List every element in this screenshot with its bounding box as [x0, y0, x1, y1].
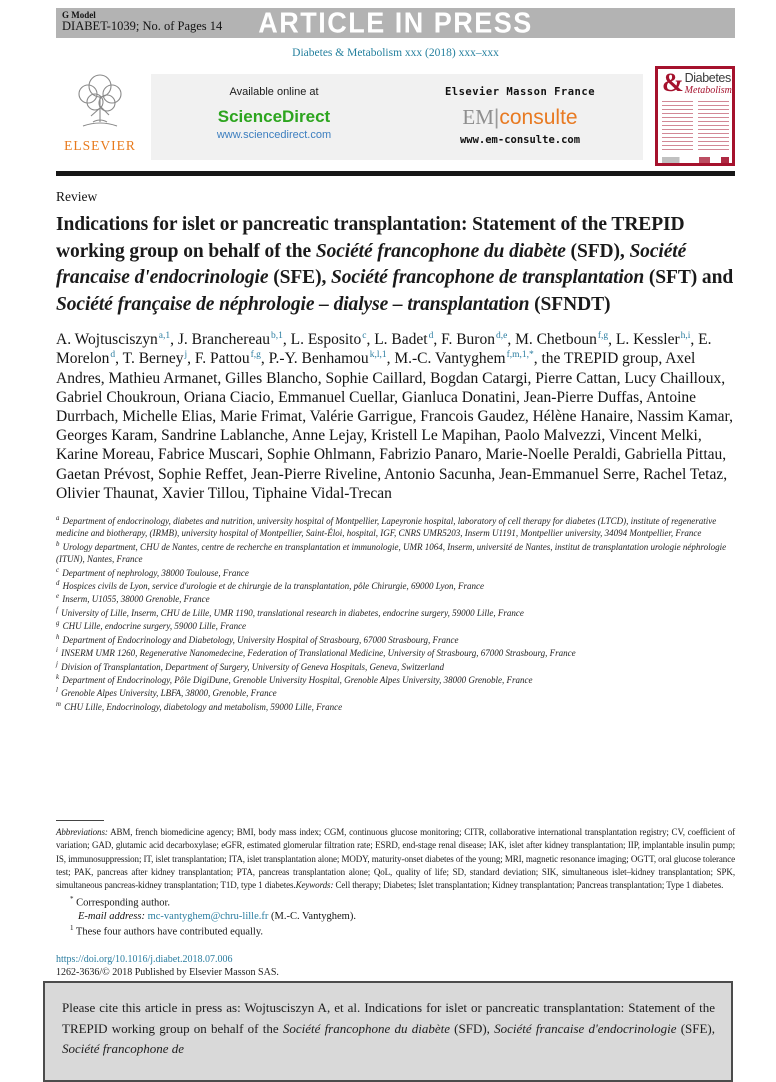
author-name: P.-Y. Benhamou: [268, 350, 369, 368]
cover-toc-column-right: [698, 101, 729, 153]
em-consulte-consulte: consulte: [499, 106, 578, 129]
author-affiliation-sup: d: [428, 330, 434, 341]
footnote-rule: [56, 820, 104, 821]
affiliation-entry: $^l$ Grenoble Alpes University, LBFA, 38000, Grenoble, France: [56, 687, 277, 699]
affiliation-marker: g: [56, 620, 60, 628]
journal-citation-line[interactable]: Diabetes & Metabolism xxx (2018) xxx–xxx: [292, 47, 499, 59]
publisher-header: [56, 70, 735, 168]
elsevier-logo: [56, 70, 144, 154]
affiliation-marker: k: [56, 673, 60, 681]
cover-title-diabetes: Diabetes: [684, 71, 731, 85]
author-affiliation-sup: d: [110, 350, 116, 361]
sciencedirect-logo: ScienceDirect: [217, 107, 331, 126]
abbreviations-text: ABM, french biomedicine agency; BMI, body mass index; CGM, continuous glucose monitoring; CITR, collaborative international transplantation registry; CV, coefficient of variation; GAD, glutamic acid decarboxylase; eGFR, estimated glomerular filtration rate; ESRD, end-stage renal disease; IAK, islet after kidney transplantation; IIP, implantable insulin pump; IS, immunosuppression; IT, islet transplantation; ITA, islet transplantation alone; MODY, maturity-onset diabetes of the young; MRI, magnetic resonance imaging; OGTT, oral glucose tolerance test; PAK, pancreas after kidney transplantation; PTA, pancreas transplantation alone; QoL, quality of life; SD, standard deviation; SIK, simultaneous islet–kidney transplantation; SPK, simultaneous pancreas-kidney transplantation; T1D, type 1 diabetes.: [56, 827, 735, 891]
article-in-press-title: ARTICLE IN PRESS: [258, 6, 533, 39]
cite-segment-italic: Société francophone de: [62, 1041, 185, 1057]
please-cite-box: [43, 981, 733, 1082]
em-consulte-bar: |: [493, 106, 500, 129]
author-list: A. Wojtusciszyn$^{a,1}$, J. Branchereau$^{b,1}$, L. Esposito$^c$, L. Badet$^d$, F. Buron$^{d,e}$, M. Chetboun$^{f,g}$, L. Kessler$^{h,i}$, E. Morelon$^d$, T. Berney$^j$, F. Pattou$^{f,g}$, P.-Y. Benhamou$^{k,l,1}$, M.-C. Vantyghem$^{f,m,1,*}$, the TREPID group, Axel Andres, Mathieu Armanet, Gilles Blancho, Sophie Caillard, Bogdan Catargi, Pierre Cattan, Lucy Chailloux, Gabriel Choukroun, Oriana Ciacio, Emmanuel Cuellar, Gianluca Donatini, Jean-Pierre Duffas, Antoine Durrbach, Michelle Elias, Marie Frimat, Valérie Garrigue, Francois Gaudez, Hélène Hanaire, Nassim Kamar, Georges Karam, Sandrine Lablanche, Anne Lejay, Kristell Le Mapihan, Paolo Malvezzi, Vincent Melki, Karine Moreau, Fabrice Muscari, Sophie Ohlmann, Fabrizio Panaro, Marie-Noelle Peraldi, Gabriella Pittau, Gaetan Prévost, Sophie Reffet, Jean-Pierre Riveline, Antonio Sacunha, Jean-Emmanuel Serre, Rachel Tetaz, Olivier Thaunat, Xavier Tillou, Tiphaine Vidal-Trecan: [56, 330, 733, 502]
affiliation-entry: $^j$ Division of Transplantation, Department of Surgery, University of Geneva Hospitals, Geneva, Switzerland: [56, 660, 445, 672]
journal-cover-thumbnail: [655, 66, 735, 166]
affiliation-marker: e: [56, 593, 60, 601]
section-label: Review: [56, 189, 98, 204]
cover-ampersand: &: [662, 68, 684, 97]
em-consulte-em: EM: [462, 105, 494, 129]
cite-segment-roman: Please cite this article in press as: Wojtusciszyn A, et al. Indications for islet or pancreatic transplantation: Statement of the TREPID working group on behalf of the: [62, 1000, 715, 1036]
author-affiliation-sup: f,g: [250, 350, 261, 361]
cover-toc-columns: [662, 101, 729, 153]
abbreviations-paragraph: [56, 826, 735, 893]
affiliation-entry: $^h$ Department of Endocrinology and Diabetology, University Hospital of Strasbourg, 67000 Strasbourg, France: [56, 633, 459, 645]
author-affiliation-sup: a,1: [158, 330, 171, 341]
elsevier-wordmark: ELSEVIER: [64, 138, 136, 153]
email-link[interactable]: mc-vantyghem@chru-lille.fr: [147, 910, 269, 922]
author-affiliation-sup: f,g: [597, 330, 609, 341]
cover-toc-column-left: [662, 101, 693, 153]
correspondence-block: [56, 895, 735, 940]
first-page-footnotes: [56, 820, 735, 978]
title-segment-roman: Indications for islet or pancreatic transplantation: Statement of the TREPID working group on behalf of the: [56, 214, 685, 262]
em-consulte-panel: [397, 74, 643, 160]
email-label: E-mail address:: [78, 910, 145, 922]
sciencedirect-url[interactable]: www.sciencedirect.com: [216, 129, 332, 141]
equal-contribution-line: [56, 924, 735, 939]
cite-segment-italic: Société francophone du diabète: [282, 1020, 450, 1036]
title-segment-roman: (SFNDT): [529, 293, 611, 315]
affiliation-entry: $^g$ CHU Lille, endocrine surgery, 59000 Lille, France: [56, 620, 247, 632]
author-name: M.-C. Vantyghem: [394, 350, 506, 368]
corresponding-text: Corresponding author.: [73, 897, 171, 909]
title-segment-roman: (SFD),: [565, 240, 630, 262]
title-segment-italic: Société francophone du diabète: [315, 240, 566, 262]
cover-title-metabolism: Metabolism: [684, 84, 732, 96]
title-segment-roman: (SFE),: [268, 267, 332, 289]
author-name: M. Chetboun: [515, 331, 597, 349]
author-name: L. Kessler: [615, 331, 680, 349]
available-online-label: Available online at: [229, 86, 319, 98]
title-segment-italic: Société francophone de transplantation: [331, 267, 645, 289]
equal-contribution-marker: 1: [70, 923, 74, 932]
affiliation-entry: $^i$ INSERM UMR 1260, Regenerative Nanomedecine, Federation of Translational Medicine, University of Strasbourg, 67000 Strasbourg, France: [56, 647, 576, 659]
author-name: F. Pattou: [194, 350, 250, 368]
sciencedirect-panel: [151, 74, 397, 160]
title-segment-italic: Société francaise d'endocrinologie: [56, 240, 687, 289]
cite-segment-roman: (SFD),: [449, 1020, 495, 1036]
cite-segment-italic: Société francaise d'endocrinologie: [494, 1020, 677, 1036]
affiliation-marker: c: [56, 566, 60, 574]
affiliation-marker: a: [56, 515, 60, 523]
publication-line: [56, 954, 735, 978]
g-model-label: G Model: [62, 10, 96, 20]
affiliation-entry: $^m$ CHU Lille, Endocrinology, diabetology and metabolism, 59000 Lille, France: [56, 700, 343, 712]
email-line: [56, 910, 735, 924]
journal-article-first-page: [0, 6, 776, 1057]
affiliation-marker: b: [56, 540, 60, 548]
author-name: A. Wojtusciszyn: [56, 331, 158, 349]
affiliation-marker: i: [56, 647, 58, 655]
author-affiliation-sup: j: [184, 350, 188, 361]
doi-link[interactable]: https://doi.org/10.1016/j.diabet.2018.07.006: [56, 954, 233, 966]
author-affiliation-sup: k,l,1: [369, 350, 387, 361]
author-name: J. Branchereau: [177, 331, 270, 349]
affiliation-entry: $^d$ Hospices civils de Lyon, service d'urologie et de chirurgie de la transplantation, pôle Chirurgie, 69000 Lyon, France: [56, 580, 484, 592]
em-consulte-url[interactable]: www.em-consulte.com: [459, 134, 581, 146]
author-name: T. Berney: [122, 350, 184, 368]
affiliation-entry: $^f$ University of Lille, Inserm, CHU de Lille, UMR 1190, translational research in diabetes, endocrine surgery, 59000 Lille, France: [56, 606, 524, 618]
cite-segment-roman: (SFE),: [676, 1020, 716, 1036]
availability-box: [151, 74, 643, 160]
affiliation-entry: $^a$ Department of endocrinology, diabetes and nutrition, university hospital of Montpellier, Lapeyronie hospital, laboratory of cell therapy for diabetes (LTCD), institute of regenerative medicine and biotherapy, (IRMB), university hospital of Montpellier, Saint-Éloi, hospital, IGF, CNRS UMR5203, Inserm U1191, Montpellier university, 34094 Montpellier, France: [56, 515, 717, 539]
affiliation-marker: m: [56, 700, 61, 708]
header-divider-rule: [56, 171, 735, 176]
title-segment-italic: Société française de néphrologie – dialyse – transplantation: [56, 293, 530, 315]
em-consulte-logo: [397, 105, 643, 130]
keywords-text: Cell therapy; Diabetes; Islet transplantation; Kidney transplantation; Pancreas transplantation; Type 1 diabetes.: [333, 880, 724, 891]
author-affiliation-sup: f,m,1,*: [506, 350, 534, 361]
affiliation-marker: j: [56, 660, 58, 668]
equal-contribution-text: These four authors have contributed equally.: [73, 926, 264, 938]
affiliation-entry: $^e$ Inserm, U1055, 38000 Grenoble, France: [56, 593, 210, 605]
author-affiliation-sup: c: [362, 330, 367, 341]
affiliation-marker: l: [56, 687, 58, 695]
author-affiliation-sup: h,i: [680, 330, 691, 341]
author-affiliation-sup: d,e: [495, 330, 508, 341]
elsevier-masson-label: Elsevier Masson France: [444, 86, 596, 98]
affiliation-marker: d: [56, 580, 60, 588]
keywords-label: Keywords:: [295, 880, 334, 891]
collaborator-names: the TREPID group, Axel Andres, Mathieu Armanet, Gilles Blancho, Sophie Caillard, Bogdan Catargi, Pierre Cattan, Lucy Chailloux, Gabriel Choukroun, Oriana Ciacio, Emmanuel Cuellar, Gianluca Donatini, Jean-Pierre Duffas, Antoine Durrbach, Michelle Elias, Marie Frimat, Valérie Garrigue, Francois Gaudez, Hélène Hanaire, Nassim Kamar, Georges Karam, Sandrine Lablanche, Anne Lejay, Kristell Le Mapihan, Paolo Malvezzi, Vincent Melki, Karine Moreau, Fabrice Muscari, Sophie Ohlmann, Fabrizio Panaro, Marie-Noelle Peraldi, Gabriella Pittau, Gaetan Prévost, Sophie Reffet, Jean-Pierre Riveline, Antonio Sacunha, Jean-Emmanuel Serre, Rachel Tetaz, Olivier Thaunat, Xavier Tillou, Tiphaine Vidal-Trecan: [56, 350, 733, 502]
affiliation-entry: $^b$ Urology department, CHU de Nantes, centre de recherche en transplantation et immunologie, UMR 1064, Inserm, université de Nantes, institut de transplantation urologie néphrologie (ITUN), Nantes, France: [56, 540, 727, 565]
affiliation-entry: $^k$ Department of Endocrinology, Pôle DigiDune, Grenoble University Hospital, Grenoble Alpes University, 38000 Grenoble, France: [56, 673, 533, 685]
manuscript-number: DIABET-1039; No. of Pages 14: [62, 19, 223, 34]
elsevier-tree-icon: [69, 70, 131, 136]
corresponding-marker: *: [70, 894, 74, 903]
cover-footer-logos: [662, 157, 729, 163]
title-segment-roman: (SFT) and: [644, 267, 734, 289]
author-name: L. Badet: [374, 331, 428, 349]
email-suffix: (M.-C. Vantyghem).: [268, 910, 356, 922]
affiliation-marker: f: [56, 606, 58, 614]
journal-cover-masthead: [662, 68, 732, 97]
affiliation-marker: h: [56, 633, 60, 641]
article-title: [56, 212, 735, 318]
abbreviations-label: Abbreviations:: [56, 827, 108, 837]
article-in-press-banner: [56, 8, 735, 38]
author-name: F. Buron: [441, 331, 495, 349]
issn-copyright-line: 1262-3636/© 2018 Published by Elsevier Masson SAS.: [56, 967, 279, 979]
author-name: E. Morelon: [56, 331, 712, 368]
author-affiliation-sup: b,1: [270, 330, 283, 341]
author-name: L. Esposito: [290, 331, 362, 349]
affiliation-entry: $^c$ Department of nephrology, 38000 Toulouse, France: [56, 566, 249, 578]
affiliation-list: [56, 514, 735, 713]
corresponding-author-line: [56, 895, 735, 910]
